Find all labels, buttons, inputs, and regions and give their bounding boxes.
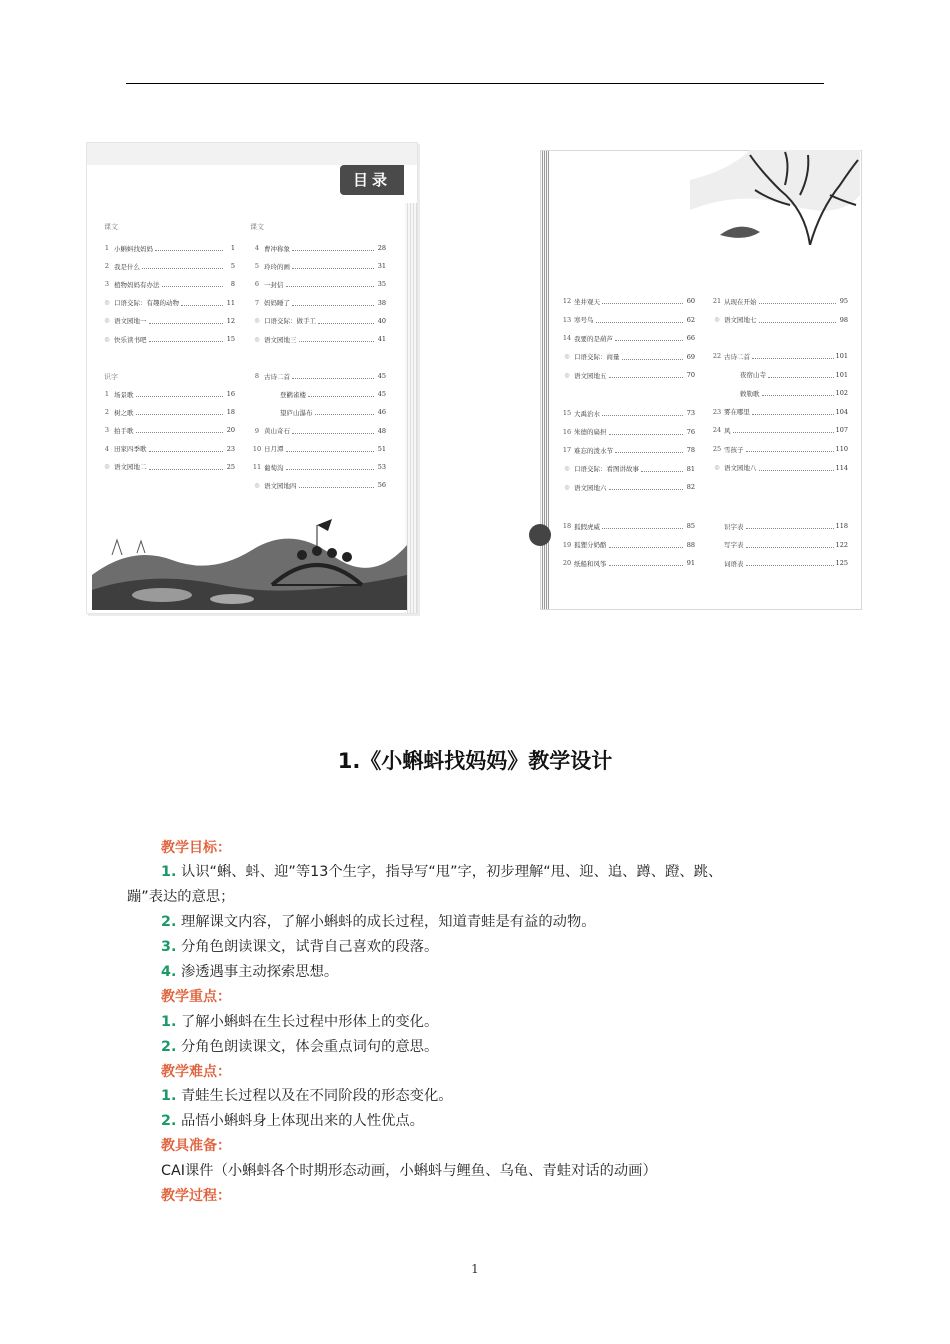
toc-entry-number: ◎	[564, 483, 570, 491]
goal-text: 分角色朗读课文，试背自己喜欢的段落。	[180, 939, 439, 955]
toc-entry-title: 日月潭	[264, 445, 284, 454]
toc-entry-title: 曹冲称象	[264, 244, 290, 253]
toc-entry-number: 4	[254, 244, 260, 252]
doc-title: 1.《小蝌蚪找妈妈》教学设计	[337, 749, 613, 773]
toc-entry-number: ◎	[564, 465, 570, 473]
toc-entry-title: 坐井观天	[574, 297, 600, 306]
toc-entry	[560, 482, 695, 492]
toc-entry	[710, 540, 848, 550]
goal-item	[161, 861, 722, 881]
toc-dot-leader	[315, 409, 375, 415]
toc-entry	[250, 371, 386, 381]
toc-entry-title: 语文园地二	[114, 463, 147, 472]
toc-entry-title: 我是什么	[114, 262, 140, 271]
toc-entry-title: 风	[724, 426, 731, 435]
toc-entry-title: 语文园地七	[724, 316, 757, 325]
toc-entry	[560, 540, 695, 550]
toc-entry-page: 28	[377, 244, 386, 252]
goal-number: 3.	[161, 939, 177, 955]
toc-entry-title: 口语交际：做手工	[264, 317, 316, 326]
toc-entry-page: 122	[835, 540, 848, 549]
toc-dot-leader	[136, 427, 224, 433]
toc-entry	[250, 243, 386, 253]
tree-illustration	[690, 150, 860, 245]
toc-entry-number: 14	[562, 334, 572, 343]
toc-entry-title: 语文园地三	[264, 335, 297, 344]
toc-entry-page: 15	[226, 335, 235, 343]
toc-entry-title: 语文园地五	[574, 371, 607, 380]
toc-entry	[560, 427, 695, 437]
difficult-points-header: 教学难点：	[161, 1064, 231, 1080]
toc-entry-number: 2	[104, 408, 110, 417]
toc-entry-page: 66	[686, 334, 695, 343]
key-point-item	[161, 1036, 438, 1056]
toc-dot-leader	[308, 391, 374, 397]
toc-entry	[250, 426, 386, 436]
toc-entry-page: 5	[230, 262, 235, 271]
toc-entry-number: ◎	[564, 353, 570, 361]
toc-entry-page: 101	[835, 352, 848, 360]
toc-entry-page: 85	[686, 522, 695, 530]
toc-entry	[100, 334, 235, 344]
toc-dot-leader	[142, 263, 223, 269]
toc-entry	[100, 279, 235, 289]
toc-entry	[560, 521, 695, 531]
toc-dot-leader	[752, 409, 834, 415]
toc-entry-title: 古诗二首	[264, 372, 290, 381]
goal-text: 认识“蝌、蚪、迎”等13个生字，指导写“甩”字，初步理解“甩、迎、追、蹲、蹬、跳、	[180, 864, 723, 880]
toc-entry-page: 8	[230, 280, 235, 289]
toc-dot-leader	[136, 409, 224, 415]
key-point-text: 分角色朗读课文，体会重点词句的意思。	[180, 1039, 439, 1055]
key-points-header: 教学重点：	[161, 989, 231, 1005]
toc-dot-leader	[609, 542, 684, 548]
toc-entry-title: 玲玲的画	[264, 262, 290, 271]
toc-entry-page: 81	[686, 464, 695, 473]
toc-entry-title: 一封信	[264, 280, 284, 289]
toc-dot-leader	[155, 245, 223, 251]
toc-dot-leader	[292, 263, 374, 269]
toc-entry	[250, 279, 386, 289]
toc-entry-title: 词语表	[724, 559, 744, 568]
toc-entry-page: 76	[686, 427, 695, 436]
toc-tag: 目录	[340, 165, 404, 195]
toc-entry-page: 98	[839, 315, 848, 324]
toc-entry-title: 葡萄沟	[264, 463, 284, 472]
toc-entry	[250, 298, 386, 308]
toc-entry-page: 31	[377, 262, 386, 271]
toc-entry	[250, 444, 386, 454]
toc-entry	[560, 352, 695, 362]
toc-dot-leader	[759, 298, 837, 304]
toc-entry-page: 46	[377, 408, 386, 417]
toc-dot-leader	[149, 336, 224, 342]
toc-dot-leader	[752, 353, 834, 359]
toc-entry-number: ◎	[104, 299, 110, 307]
toc-entry	[250, 389, 386, 399]
toc-entry-number: 7	[254, 298, 260, 307]
toc-entry-page: 78	[686, 446, 695, 455]
toc-entry	[560, 408, 695, 418]
toc-dot-leader	[746, 560, 834, 566]
toc-entry-title: 纸船和风筝	[574, 559, 607, 568]
toc-entry	[710, 407, 848, 417]
toc-entry-title: 夜宿山寺	[740, 371, 766, 380]
difficult-point-text: 品悟小蝌蚪身上体现出来的人性优点。	[180, 1113, 424, 1129]
toc-entry-number: 24	[712, 426, 722, 435]
toc-dot-leader	[596, 317, 684, 323]
toc-entry-page: 60	[686, 297, 695, 305]
toc-entry-title: 语文园地四	[264, 481, 297, 490]
toc-entry-title: 我要的是葫芦	[574, 334, 613, 343]
toc-dot-leader	[149, 318, 224, 324]
toc-entry-title: 雾在哪里	[724, 408, 750, 417]
toc-dot-leader	[318, 318, 374, 324]
toc-dot-leader	[286, 464, 375, 470]
toc-dot-leader	[602, 410, 683, 416]
toc-entry	[250, 462, 386, 472]
toc-entry	[100, 425, 235, 435]
toc-dot-leader	[609, 372, 684, 378]
toc-entry-title: 场景歌	[114, 390, 134, 399]
toc-entry-number: 2	[104, 262, 110, 271]
toc-dot-leader	[746, 446, 834, 452]
toc-dot-leader	[622, 354, 684, 360]
toc-entry	[710, 315, 848, 325]
toc-entry-number: 16	[562, 427, 572, 436]
toc-dot-leader	[299, 336, 375, 342]
toc-entry-title: 拍手歌	[114, 426, 134, 435]
toc-entry-page: 125	[835, 559, 848, 568]
toc-entry	[100, 462, 235, 472]
toc-dot-leader	[641, 466, 683, 472]
toc-dot-leader	[602, 523, 683, 529]
difficult-point-number: 2.	[161, 1113, 177, 1129]
difficult-point-text: 青蛙生长过程以及在不同阶段的形态变化。	[180, 1088, 453, 1104]
toc-entry	[100, 316, 235, 326]
toc-entry	[560, 333, 695, 343]
toc-entry-number: 1	[104, 244, 110, 252]
toc-entry-number: ◎	[714, 316, 720, 324]
toc-entry-number: 3	[104, 280, 110, 289]
toc-entry-page: 73	[686, 409, 695, 417]
key-point-text: 了解小蝌蚪在生长过程中形体上的变化。	[180, 1014, 439, 1030]
toc-entry-page: 101	[835, 370, 848, 379]
key-point-number: 2.	[161, 1039, 177, 1055]
toc-entry-title: 寒号鸟	[574, 316, 594, 325]
toc-entry-page: 88	[686, 540, 695, 549]
toc-entry-page: 104	[835, 407, 848, 416]
tools-header: 教具准备：	[161, 1138, 231, 1154]
goal-number: 1.	[161, 864, 177, 880]
goals-header: 教学目标：	[161, 840, 231, 856]
toc-entry-page: 23	[226, 444, 235, 453]
goal-text: 理解课文内容，了解小蝌蚪的成长过程，知道青蛙是有益的动物。	[180, 914, 596, 930]
toc-entry-page: 11	[226, 298, 235, 307]
toc-entry-title: 写字表	[724, 541, 744, 550]
toc-entry-page: 51	[377, 444, 386, 453]
toc-entry-number: 21	[712, 297, 722, 305]
toc-dot-leader	[286, 446, 375, 452]
goal-text: 渗透遇事主动探索思想。	[180, 964, 339, 980]
toc-entry	[250, 407, 386, 417]
toc-dot-leader	[762, 390, 834, 396]
goal-item-continued: 蹦”表达的意思；	[127, 889, 235, 905]
toc-entry-number: 19	[562, 540, 572, 549]
toc-entry	[710, 425, 848, 435]
goal-item	[161, 911, 596, 931]
key-point-item	[161, 1011, 438, 1031]
toc-entry-page: 20	[226, 426, 235, 435]
difficult-point-number: 1.	[161, 1088, 177, 1104]
toc-entry-page: 40	[377, 316, 386, 325]
toc-entry-number: ◎	[254, 317, 260, 325]
toc-entry	[250, 334, 386, 344]
toc-dot-leader	[746, 523, 834, 529]
toc-dot-leader	[286, 281, 375, 287]
toc-dot-leader	[733, 427, 834, 433]
toc-entry	[100, 444, 235, 454]
toc-dot-leader	[615, 447, 683, 453]
toc-entry-page: 25	[226, 462, 235, 471]
section-label-kewen-2: 课文	[250, 223, 264, 231]
toc-entry-title: 小蝌蚪找妈妈	[114, 244, 153, 253]
toc-entry-number: 6	[254, 280, 260, 289]
toc-dot-leader	[162, 281, 224, 287]
toc-entry-title: 快乐读书吧	[114, 335, 147, 344]
toc-entry-number: 12	[562, 297, 572, 305]
toc-entry-number: ◎	[104, 317, 110, 325]
toc-dot-leader	[602, 298, 683, 304]
toc-entry-page: 110	[835, 445, 848, 453]
goal-number: 4.	[161, 964, 177, 980]
process-header: 教学过程：	[161, 1188, 231, 1204]
toc-entry-number: 22	[712, 352, 722, 360]
toc-entry-title: 雪孩子	[724, 445, 744, 454]
section-label-shizi: 识字	[104, 373, 118, 381]
toc-entry-number: 11	[252, 463, 262, 471]
toc-dot-leader	[299, 482, 375, 488]
toc-entry	[560, 370, 695, 380]
toc-entry-title: 植物妈妈有办法	[114, 280, 160, 289]
toc-entry-number: 4	[104, 444, 110, 453]
goal-item	[161, 961, 338, 981]
toc-entry-number: 3	[104, 426, 110, 435]
toc-entry-page: 69	[686, 352, 695, 361]
goal-item	[161, 936, 438, 956]
toc-entry-page: 114	[835, 463, 848, 472]
toc-dot-leader	[149, 464, 224, 470]
toc-entry-number: 18	[562, 522, 572, 530]
toc-entry-page: 45	[377, 390, 386, 399]
toc-entry-title: 黄山奇石	[264, 427, 290, 436]
toc-entry-page: 38	[377, 298, 386, 307]
toc-entry-page: 107	[835, 426, 848, 435]
toc-entry-page: 82	[686, 483, 695, 492]
toc-entry	[710, 444, 848, 454]
toc-entry-number: 5	[254, 262, 260, 271]
difficult-point-item	[161, 1110, 424, 1130]
toc-entry-title: 识字表	[724, 522, 744, 531]
toc-entry-page: 48	[377, 426, 386, 435]
toc-entry-number: 17	[562, 446, 572, 455]
toc-entry-page: 70	[686, 371, 695, 380]
toc-entry	[100, 389, 235, 399]
toc-entry-page: 62	[686, 315, 695, 324]
toc-entry	[250, 261, 386, 271]
toc-entry-page: 56	[377, 481, 386, 490]
toc-entry-number: 20	[562, 559, 572, 568]
toc-dot-leader	[746, 542, 834, 548]
toc-dot-leader	[136, 391, 224, 397]
toc-entry-page: 102	[835, 389, 848, 398]
toc-entry-number: ◎	[104, 335, 110, 343]
toc-entry-title: 语文园地一	[114, 317, 147, 326]
toc-entry-page: 41	[377, 335, 386, 343]
toc-entry	[250, 316, 386, 326]
toc-entry-title: 望庐山瀑布	[280, 408, 313, 417]
toc-entry-number: 23	[712, 407, 722, 416]
toc-entry-page: 35	[377, 280, 386, 289]
toc-dot-leader	[149, 446, 224, 452]
toc-entry	[560, 315, 695, 325]
toc-entry	[710, 388, 848, 398]
toc-entry-page: 1	[230, 244, 235, 252]
toc-entry	[560, 296, 695, 306]
toc-entry-page: 12	[226, 316, 235, 325]
page-number: 1	[471, 1262, 479, 1276]
toc-entry-number: 9	[254, 426, 260, 435]
toc-entry	[100, 261, 235, 271]
toc-entry-title: 难忘的泼水节	[574, 446, 613, 455]
toc-entry	[250, 480, 386, 490]
toc-entry-page: 118	[835, 522, 848, 530]
toc-entry-title: 口语交际：商量	[574, 353, 620, 362]
toc-entry-page: 53	[377, 463, 386, 471]
tools-text: CAI课件（小蝌蚪各个时期形态动画，小蝌蚪与鲤鱼、乌龟、青蛙对话的动画）	[161, 1163, 657, 1179]
toc-dot-leader	[292, 373, 374, 379]
toc-entry-title: 田家四季歌	[114, 445, 147, 454]
toc-entry-number: ◎	[104, 463, 110, 471]
toc-entry-number: 13	[562, 315, 572, 324]
toc-dot-leader	[181, 300, 223, 306]
toc-entry-page: 45	[377, 372, 386, 380]
toc-entry-page: 16	[226, 390, 235, 398]
toc-entry-title: 敕勒歌	[740, 389, 760, 398]
toc-entry	[560, 558, 695, 568]
toc-entry-number: 10	[252, 444, 262, 453]
toc-entry-number: 25	[712, 445, 722, 453]
toc-entry-title: 大禹治水	[574, 409, 600, 418]
toc-entry-number: ◎	[714, 464, 720, 472]
toc-entry-page: 91	[686, 559, 695, 568]
difficult-point-item	[161, 1085, 453, 1105]
toc-entry	[710, 463, 848, 473]
toc-entry	[560, 464, 695, 474]
toc-entry-title: 口语交际：有趣的动物	[114, 299, 179, 308]
toc-entry-title: 从现在开始	[724, 297, 757, 306]
toc-entry-title: 妈妈睡了	[264, 299, 290, 308]
toc-entry-number: ◎	[254, 481, 260, 489]
toc-entry-title: 口语交际：看图讲故事	[574, 465, 639, 474]
toc-entry	[710, 351, 848, 361]
toc-entry	[710, 370, 848, 380]
toc-entry-number: 15	[562, 409, 572, 417]
toc-entry-title: 树之歌	[114, 408, 134, 417]
key-point-number: 1.	[161, 1014, 177, 1030]
toc-entry-page: 18	[226, 408, 235, 417]
toc-entry-number: 1	[104, 390, 110, 398]
toc-dot-leader	[759, 317, 837, 323]
toc-entry	[560, 445, 695, 455]
toc-entry-title: 狐狸分奶酪	[574, 541, 607, 550]
toc-entry-title: 登鹳雀楼	[280, 390, 306, 399]
goal-number: 2.	[161, 914, 177, 930]
toc-dot-leader	[609, 484, 684, 490]
toc-dot-leader	[292, 428, 374, 434]
toc-dot-leader	[609, 560, 684, 566]
tab-marker	[524, 520, 554, 550]
toc-entry-number: ◎	[564, 371, 570, 379]
section-label-kewen: 课文	[104, 223, 118, 231]
toc-entry-title: 古诗二首	[724, 352, 750, 361]
header-rule	[126, 83, 824, 84]
toc-dot-leader	[759, 465, 834, 471]
toc-entry	[710, 558, 848, 568]
toc-dot-leader	[768, 372, 834, 378]
bridge-illustration	[92, 515, 407, 610]
toc-entry	[100, 407, 235, 417]
toc-dot-leader	[292, 245, 374, 251]
toc-dot-leader	[615, 335, 683, 341]
toc-dot-leader	[292, 300, 374, 306]
toc-entry-title: 狐假虎威	[574, 522, 600, 531]
toc-entry	[100, 243, 235, 253]
toc-entry	[100, 298, 235, 308]
toc-entry-page: 95	[839, 297, 848, 305]
toc-dot-leader	[609, 429, 684, 435]
toc-entry-title: 朱德的扁担	[574, 428, 607, 437]
toc-entry-number: 8	[254, 372, 260, 380]
toc-entry	[710, 296, 848, 306]
toc-entry-title: 语文园地六	[574, 483, 607, 492]
toc-entry-title: 语文园地八	[724, 464, 757, 473]
toc-entry-number: ◎	[254, 335, 260, 343]
toc-entry	[710, 521, 848, 531]
